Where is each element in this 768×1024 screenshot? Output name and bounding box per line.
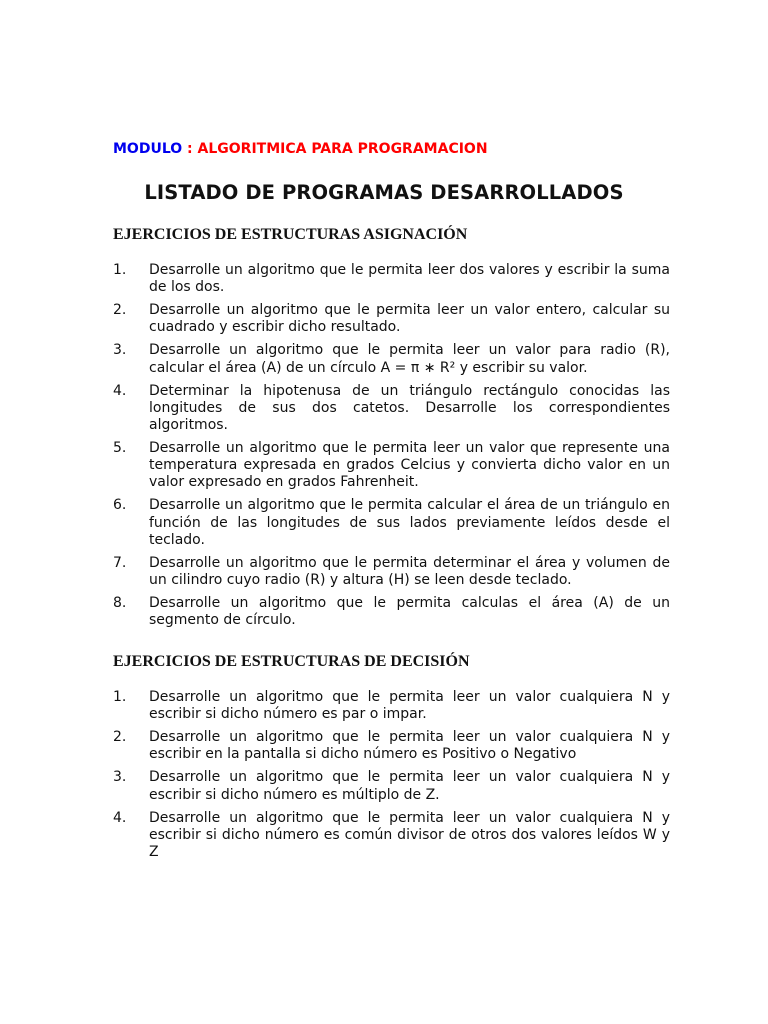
item-number: 4. xyxy=(113,382,127,399)
section-heading-asignacion: EJERCICIOS DE ESTRUCTURAS ASIGNACIÓN xyxy=(113,226,468,243)
list-item xyxy=(113,769,670,803)
list-item xyxy=(113,342,670,376)
item-number: 8. xyxy=(113,595,127,612)
item-text: Desarrolle un algoritmo que le permita calcular el área de un triángulo en función de las longitudes de sus lados previamente leídos desde el teclado. xyxy=(149,497,670,548)
item-number: 5. xyxy=(113,440,127,457)
item-text: Desarrolle un algoritmo que le permita leer dos valores y escribir la suma de los dos. xyxy=(149,262,670,296)
item-number: 2. xyxy=(113,729,127,746)
item-text: Desarrolle un algoritmo que le permita leer un valor cualquiera N y escribir si dicho número es múltiplo de Z. xyxy=(149,769,670,803)
item-number: 2. xyxy=(113,302,127,319)
item-number: 6. xyxy=(113,497,127,514)
document-title: LISTADO DE PROGRAMAS DESARROLLADOS xyxy=(144,181,624,204)
item-text: Desarrolle un algoritmo que le permita leer un valor que represente una temperatura expresada en grados Celcius y convierta dicho valor en un valor expresado en grados Fahrenheit. xyxy=(149,440,670,491)
list-item xyxy=(113,383,670,435)
item-text: Desarrolle un algoritmo que le permita leer un valor cualquiera N y escribir en la pantalla si dicho número es Positivo o Negativo xyxy=(149,729,670,763)
item-text: Desarrolle un algoritmo que le permita calculas el área (A) de un segmento de círculo. xyxy=(149,595,670,629)
item-number: 1. xyxy=(113,689,127,705)
list-item xyxy=(113,440,670,492)
item-text: Desarrolle un algoritmo que le permita leer un valor cualquiera N y escribir si dicho número es común divisor de otros dos valores leídos W y Z xyxy=(149,809,670,861)
list-item xyxy=(113,302,670,336)
item-number: 4. xyxy=(113,809,127,826)
list-item xyxy=(113,497,670,549)
exercise-list-decision xyxy=(113,689,670,867)
section-heading-decision: EJERCICIOS DE ESTRUCTURAS DE DECISIÓN xyxy=(113,653,470,670)
list-item xyxy=(113,810,670,862)
list-item xyxy=(113,262,670,296)
item-text: Desarrolle un algoritmo que le permita leer un valor cualquiera N y escribir si dicho número es par o impar. xyxy=(149,689,670,723)
item-number: 3. xyxy=(113,769,127,786)
list-item xyxy=(113,729,670,763)
item-text: Desarrolle un algoritmo que le permita leer un valor entero, calcular su cuadrado y escribir dicho resultado. xyxy=(149,302,670,336)
exercise-list-asignacion xyxy=(113,262,670,635)
list-item xyxy=(113,689,670,723)
item-text: Desarrolle un algoritmo que le permita determinar el área y volumen de un cilindro cuyo radio (R) y altura (H) se leen desde teclado. xyxy=(149,554,670,589)
module-label: MODULO xyxy=(113,141,183,157)
item-number: 1. xyxy=(113,262,127,278)
module-line xyxy=(113,141,488,157)
list-item xyxy=(113,595,670,629)
item-number: 3. xyxy=(113,342,127,359)
module-value: ALGORITMICA PARA PROGRAMACION xyxy=(197,141,488,157)
item-text: Determinar la hipotenusa de un triángulo rectángulo conocidas las longitudes de sus dos catetos. Desarrolle los correspondientes algoritmos. xyxy=(149,382,670,434)
module-separator: : xyxy=(182,141,198,157)
item-number: 7. xyxy=(113,554,127,571)
item-text: Desarrolle un algoritmo que le permita leer un valor para radio (R), calcular el área (A) de un círculo A = π ∗ R² y escribir su valor. xyxy=(149,342,670,376)
list-item xyxy=(113,555,670,589)
